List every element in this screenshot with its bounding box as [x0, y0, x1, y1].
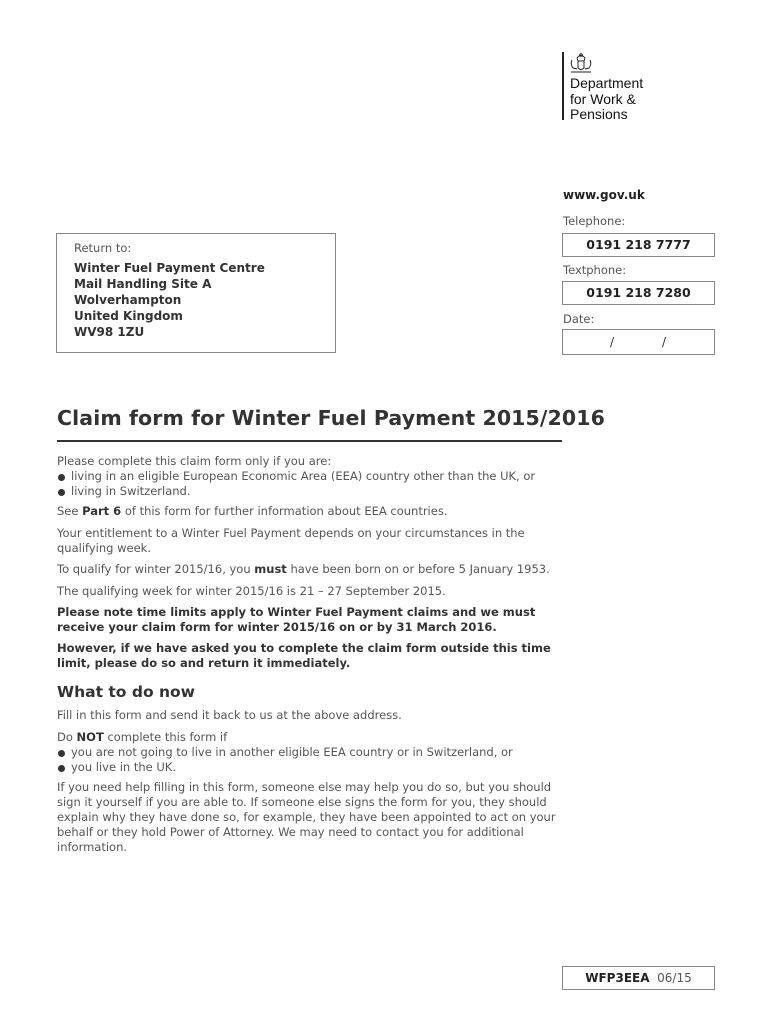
telephone-number: 0191 218 7777	[562, 233, 715, 257]
org-name-line: for Work &	[570, 90, 636, 107]
see-part-post: of this form for further information about EEA countries.	[121, 504, 448, 518]
date-separator: /	[662, 335, 667, 349]
list-item: you live in the UK.	[57, 760, 562, 775]
return-label: Return to:	[74, 241, 132, 255]
do-not-lead	[57, 730, 562, 745]
outside-limit-notice: However, if we have asked you to complete the claim form outside this time limit, please do so and return it immediately.	[57, 641, 551, 670]
entitlement-text: Your entitlement to a Winter Fuel Payment depends on your circumstances in the qualifying week.	[57, 526, 525, 555]
see-part-text	[57, 504, 562, 519]
form-code-badge	[562, 966, 715, 990]
qualify-pre: To qualify for winter 2015/16, you	[57, 562, 255, 576]
org-name-line: Pensions	[570, 106, 628, 122]
date-field[interactable]	[562, 329, 715, 355]
do-not-section	[57, 730, 562, 775]
address-line: WV98 1ZU	[74, 325, 145, 339]
return-address-box	[56, 233, 336, 353]
part-reference: Part 6	[82, 504, 122, 518]
textphone-number: 0191 218 7280	[562, 281, 715, 305]
qualify-post: have been born on or before 5 January 1953.	[286, 562, 550, 576]
time-limits-notice: Please note time limits apply to Winter Fuel Payment claims and we must receive your claim form for winter 2015/16 on or by 31 March 2016.	[57, 605, 536, 634]
section-heading: What to do now	[57, 683, 195, 701]
list-item: you are not going to live in another eligible EEA country or in Switzerland, or	[57, 745, 562, 760]
date-separator: /	[610, 335, 615, 349]
help-text: If you need help filling in this form, someone else may help you do so, but you should sign it yourself if you are able to. If someone else signs the form for you, they should explain why they have done so, for example, they have been appointed to act on your behalf or they hold Power of Attorney. We may need to contact you for additional information.	[57, 780, 556, 854]
textphone-label: Textphone:	[563, 263, 627, 277]
website-link[interactable]: www.gov.uk	[563, 188, 645, 202]
page-title: Claim form for Winter Fuel Payment 2015/2016	[57, 406, 605, 430]
qualify-text	[57, 562, 562, 577]
royal-coat-of-arms-icon	[568, 52, 594, 74]
address-line: Mail Handling Site A	[74, 277, 212, 291]
date-label: Date:	[563, 312, 595, 326]
intro-lead: Please complete this claim form only if you are:	[57, 454, 332, 468]
org-name	[570, 76, 643, 123]
list-item: living in an eligible European Economic Area (EEA) country other than the UK, or	[57, 469, 562, 484]
do-not-emphasis: NOT	[76, 730, 104, 744]
do-not-post: complete this form if	[103, 730, 228, 744]
title-divider	[57, 440, 562, 442]
qualify-emphasis: must	[254, 562, 287, 576]
logo-divider	[562, 52, 564, 120]
form-code: WFP3EEA	[585, 971, 650, 985]
telephone-label: Telephone:	[563, 214, 626, 228]
return-address	[74, 260, 265, 340]
qualifying-week-text: The qualifying week for winter 2015/16 is 21 – 27 September 2015.	[57, 584, 446, 598]
address-line: United Kingdom	[74, 309, 183, 323]
list-item: living in Switzerland.	[57, 484, 562, 499]
intro-section	[57, 454, 562, 499]
address-line: Wolverhampton	[74, 293, 182, 307]
org-name-line: Department	[570, 75, 644, 91]
address-line: Winter Fuel Payment Centre	[74, 261, 265, 275]
form-version: 06/15	[657, 971, 692, 985]
see-part-pre: See	[57, 504, 83, 518]
fill-in-text: Fill in this form and send it back to us at the above address.	[57, 708, 402, 722]
do-not-pre: Do	[57, 730, 77, 744]
